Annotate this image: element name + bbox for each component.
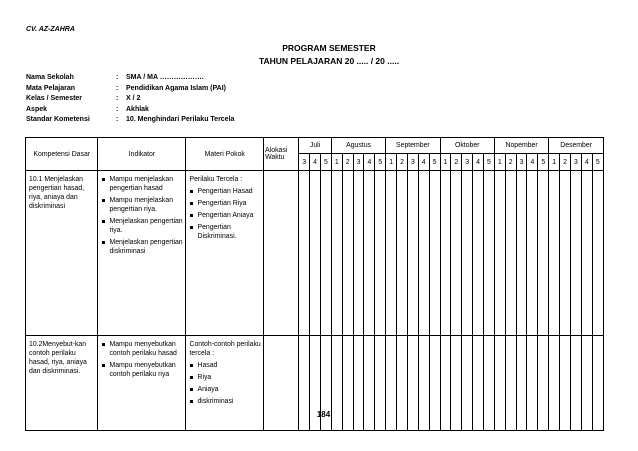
month-header: Desember xyxy=(549,138,604,154)
indicator-item: Menjelaskan pengertian diskriminasi xyxy=(101,238,183,256)
week-number: 3 xyxy=(353,154,364,171)
week-cell xyxy=(462,171,473,336)
week-number: 3 xyxy=(462,154,473,171)
week-cell xyxy=(570,171,581,336)
material-cell xyxy=(186,171,264,336)
week-cell xyxy=(560,171,571,336)
week-number: 2 xyxy=(505,154,516,171)
identity-colon: : xyxy=(116,84,119,92)
week-number: 2 xyxy=(342,154,353,171)
indicator-item: Mampu menyebutkan contoh perilaku hasad xyxy=(101,340,183,358)
identity-row xyxy=(26,85,234,96)
week-cell xyxy=(494,171,505,336)
week-cell xyxy=(397,171,408,336)
month-header: September xyxy=(386,138,440,154)
week-number: 2 xyxy=(451,154,462,171)
identity-colon: : xyxy=(116,105,119,113)
week-cell xyxy=(483,171,494,336)
material-item: Riya xyxy=(189,373,261,382)
week-number: 4 xyxy=(418,154,429,171)
week-cell xyxy=(331,171,342,336)
kd-cell: 10.1 Menjelaskan pengertian hasad, riya, aniaya dan diskriminasi xyxy=(26,171,98,336)
page-number: 184 xyxy=(316,410,331,419)
identity-value: 10. Menghindari Perilaku Tercela xyxy=(126,116,235,124)
week-cell xyxy=(321,171,332,336)
week-cell xyxy=(440,171,451,336)
month-header: Agustus xyxy=(331,138,385,154)
week-cell xyxy=(527,171,538,336)
material-item: Pengertian Diskriminasi. xyxy=(189,223,261,241)
identity-colon: : xyxy=(116,74,119,81)
identity-label: Nama Sekolah xyxy=(26,74,74,81)
month-header: Juli xyxy=(299,138,332,154)
week-cell xyxy=(429,171,440,336)
week-number: 1 xyxy=(549,154,560,171)
week-cell xyxy=(451,171,462,336)
week-number: 5 xyxy=(592,154,603,171)
header-kompetensi: Kompetensi Dasar xyxy=(26,138,98,171)
identity-row xyxy=(26,116,234,127)
material-lead: Perilaku Tercela : xyxy=(189,176,243,183)
indicator-cell xyxy=(98,171,186,336)
month-header: Nopember xyxy=(494,138,548,154)
identity-block xyxy=(26,74,234,127)
material-item: Hasad xyxy=(189,361,261,370)
week-number: 4 xyxy=(310,154,321,171)
identity-value: X / 2 xyxy=(126,95,141,103)
identity-value: Akhlak xyxy=(126,105,149,113)
week-number: 2 xyxy=(397,154,408,171)
week-cell xyxy=(407,171,418,336)
material-item: Pengertian Hasad xyxy=(189,187,261,196)
alokasi-cell xyxy=(264,171,299,336)
week-number: 1 xyxy=(494,154,505,171)
week-number: 1 xyxy=(331,154,342,171)
week-number: 1 xyxy=(440,154,451,171)
identity-row xyxy=(26,95,234,106)
material-item: Pengertian Riya xyxy=(189,199,261,208)
header-alokasi: Alokasi Waktu xyxy=(264,138,299,171)
identity-row xyxy=(26,106,234,117)
indicator-item: Mampu menjelaskan pengertian riya. xyxy=(101,196,183,214)
indicator-item: Menjelaskan pengertian riya. xyxy=(101,217,183,235)
indicator-item: Mampu menjelaskan pengertian hasad xyxy=(101,175,183,193)
week-cell xyxy=(310,171,321,336)
week-cell xyxy=(375,171,386,336)
week-cell xyxy=(549,171,560,336)
week-number: 4 xyxy=(527,154,538,171)
week-cell xyxy=(299,171,310,336)
header-indikator: Indikator xyxy=(98,138,186,171)
week-number: 3 xyxy=(407,154,418,171)
material-item: diskriminasi xyxy=(189,397,261,406)
week-number: 5 xyxy=(483,154,494,171)
week-number: 3 xyxy=(299,154,310,171)
week-cell xyxy=(516,171,527,336)
week-cell xyxy=(418,171,429,336)
document-subtitle: TAHUN PELAJARAN 20 ..... / 20 ..... xyxy=(258,56,400,66)
identity-label: Standar Kometensi xyxy=(26,116,90,124)
identity-label: Aspek xyxy=(26,105,48,113)
week-number: 3 xyxy=(570,154,581,171)
week-number: 5 xyxy=(321,154,332,171)
publisher-name: CV. AZ-ZAHRA xyxy=(26,26,75,33)
table-row xyxy=(26,171,604,336)
week-cell xyxy=(581,171,592,336)
week-cell xyxy=(538,171,549,336)
identity-row xyxy=(26,74,234,85)
identity-label: Mata Pelajaran xyxy=(26,84,76,92)
document-title: PROGRAM SEMESTER xyxy=(282,43,376,53)
week-number: 1 xyxy=(386,154,397,171)
week-cell xyxy=(386,171,397,336)
identity-value: Pendidikan Agama Islam (PAI) xyxy=(126,84,226,92)
week-cell xyxy=(473,171,484,336)
kd-cell: 10.2Menyebut-kan contoh perilaku hasad, riya, aniaya dan diskriminasi. xyxy=(26,336,98,431)
week-cell xyxy=(353,171,364,336)
week-cell xyxy=(592,171,603,336)
week-number: 5 xyxy=(375,154,386,171)
week-number: 4 xyxy=(581,154,592,171)
material-item: Aniaya xyxy=(189,385,261,394)
material-item: Pengertian Aniaya xyxy=(189,211,261,220)
week-number: 3 xyxy=(516,154,527,171)
month-header: Oktober xyxy=(440,138,494,154)
identity-colon: : xyxy=(116,116,119,124)
week-number: 5 xyxy=(538,154,549,171)
indicator-item: Mampu menyebutkan contoh perilaku riya xyxy=(101,361,183,379)
week-number: 5 xyxy=(429,154,440,171)
week-number: 4 xyxy=(473,154,484,171)
week-number: 2 xyxy=(560,154,571,171)
week-cell xyxy=(364,171,375,336)
week-cell xyxy=(342,171,353,336)
week-cell xyxy=(505,171,516,336)
week-number: 4 xyxy=(364,154,375,171)
identity-value: SMA / MA ………………. xyxy=(126,74,204,81)
material-lead: Contoh-contoh perilaku tercela : xyxy=(189,341,261,357)
identity-colon: : xyxy=(116,95,119,103)
identity-label: Kelas / Semester xyxy=(26,95,83,103)
header-materi: Materi Pokok xyxy=(186,138,264,171)
semester-program-table xyxy=(25,137,604,431)
